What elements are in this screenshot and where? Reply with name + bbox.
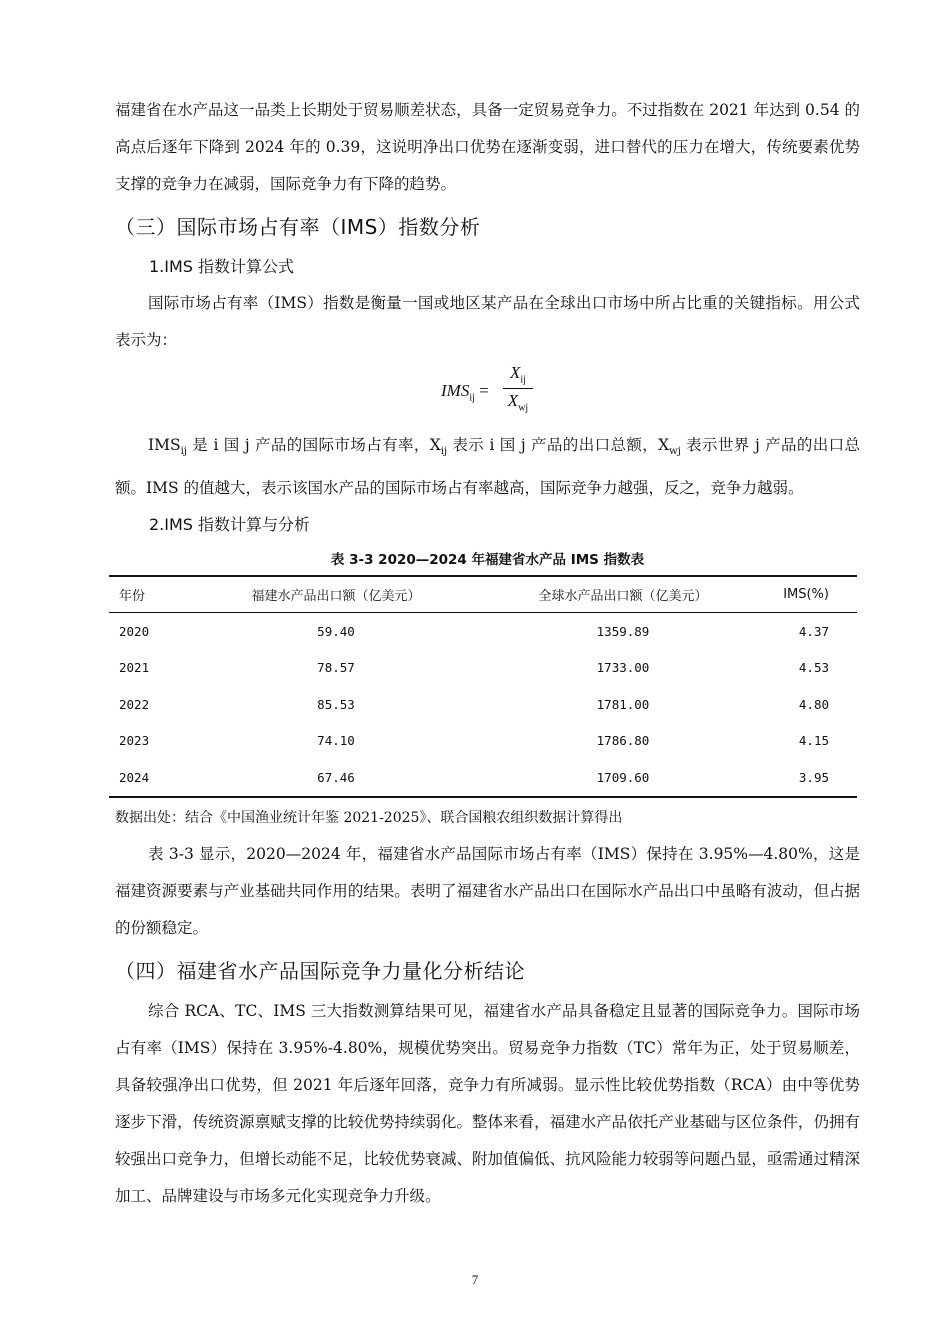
formula-numerator: $X_{ij}$ bbox=[510, 363, 526, 386]
cell-ims: 4.37 bbox=[798, 623, 829, 639]
ims-table bbox=[109, 575, 857, 798]
table-row bbox=[109, 686, 857, 723]
table-row bbox=[109, 613, 857, 650]
cell-fujian-export: 59.40 bbox=[317, 623, 355, 639]
table-header-row bbox=[109, 576, 857, 613]
table-caption: 表 3-3 2020—2024 年福建省水产品 IMS 指数表 bbox=[330, 552, 645, 569]
cell-year: 2024 bbox=[119, 769, 150, 785]
section-heading-ims: （三）国际市场占有率（IMS）指数分析 bbox=[115, 215, 481, 239]
subheading-formula: 1.IMS 指数计算公式 bbox=[149, 257, 295, 276]
ims-formula bbox=[115, 359, 860, 427]
paragraph-formula-explanation: $IMS_{ij}$ 是 i 国 j 产品的国际市场占有率，$X_{ij}$ 表示 i 国 j 产品的出口总额，$X_{wj}$ 表示世界 j 产品的出口总额。IMS 的值越大，表示该国水产品的国际市场占有率越高，国际竞争力越强，反之，竞争力越弱。 bbox=[115, 436, 860, 498]
cell-year: 2021 bbox=[119, 660, 150, 676]
paragraph-tc-conclusion: 福建省在水产品这一品类上长期处于贸易顺差状态，具备一定贸易竞争力。不过指数在 2021 年达到 0.54 的高点后逐年下降到 2024 年的 0.39，这说明净出口优势在逐渐变弱，进口替代的压力在增大，传统要素优势支撑的竞争力在减弱，国际竞争力有下降的趋势。 bbox=[115, 101, 860, 193]
table-source-note: 数据出处：结合《中国渔业统计年鉴 2021-2025》、联合国粮农组织数据计算得出 bbox=[115, 809, 623, 826]
cell-ims: 4.80 bbox=[798, 696, 829, 712]
cell-ims: 3.95 bbox=[798, 769, 829, 785]
cell-year: 2023 bbox=[119, 733, 150, 749]
header-global-export: 全球水产品出口额（亿美元） bbox=[538, 589, 708, 605]
fraction-bar bbox=[503, 388, 533, 389]
header-ims: IMS(%) bbox=[783, 587, 829, 603]
cell-ims: 4.15 bbox=[798, 733, 829, 749]
cell-fujian-export: 67.46 bbox=[317, 769, 355, 785]
cell-ims: 4.53 bbox=[798, 660, 829, 676]
page-number: 7 bbox=[471, 1272, 479, 1287]
paragraph-ims-definition: 国际市场占有率（IMS）指数是衡量一国或地区某产品在全球出口市场中所占比重的关键指标。用公式表示为： bbox=[115, 294, 860, 349]
section-heading-conclusion: （四）福建省水产品国际竞争力量化分析结论 bbox=[115, 958, 525, 983]
paragraph-ims-analysis: 表 3-3 显示，2020—2024 年，福建省水产品国际市场占有率（IMS）保持在 3.95%—4.80%，这是福建资源要素与产业基础共同作用的结果。表明了福建省水产品出口在国际水产品出口中虽略有波动，但占据的份额稳定。 bbox=[115, 844, 860, 937]
cell-year: 2022 bbox=[119, 696, 150, 712]
cell-global-export: 1359.89 bbox=[596, 623, 650, 639]
formula-fraction bbox=[503, 363, 533, 414]
cell-global-export: 1781.00 bbox=[596, 696, 650, 712]
cell-fujian-export: 74.10 bbox=[317, 733, 355, 749]
table-row bbox=[109, 723, 857, 760]
cell-fujian-export: 85.53 bbox=[317, 696, 355, 712]
table-row bbox=[109, 759, 857, 797]
cell-global-export: 1786.80 bbox=[596, 733, 650, 749]
header-year: 年份 bbox=[119, 589, 146, 605]
cell-global-export: 1709.60 bbox=[596, 769, 650, 785]
cell-fujian-export: 78.57 bbox=[317, 660, 355, 676]
formula-denominator: $X_{wj}$ bbox=[507, 391, 529, 414]
paragraph-conclusion: 综合 RCA、TC、IMS 三大指数测算结果可见，福建省水产品具备稳定且显著的国际竞争力。国际市场占有率（IMS）保持在 3.95%-4.80%，规模优势突出。贸易竞争力指数（TC）常年为正，处于贸易顺差，具备较强净出口优势，但 2021 年后逐年回落，竞争力有所减弱。显示性比较优势指数（RCA）由中等优势逐步下滑，传统资源禀赋支撑的比较优势持续弱化。整体来看，福建水产品依托产业基础与区位条件，仍拥有较强出口竞争力，但增长动能不足，比较优势衰减、附加值偏低、抗风险能力较弱等问题凸显，亟需通过精深加工、品牌建设与市场多元化实现竞争力升级。 bbox=[115, 1001, 860, 1205]
subheading-calculation: 2.IMS 指数计算与分析 bbox=[149, 515, 311, 535]
formula-lhs: $IMS_{ij}$ = bbox=[441, 381, 489, 404]
cell-global-export: 1733.00 bbox=[596, 660, 650, 676]
page-body bbox=[115, 92, 860, 1215]
header-fujian-export: 福建水产品出口额（亿美元） bbox=[251, 589, 421, 605]
table-row bbox=[109, 650, 857, 687]
cell-year: 2020 bbox=[119, 623, 150, 639]
